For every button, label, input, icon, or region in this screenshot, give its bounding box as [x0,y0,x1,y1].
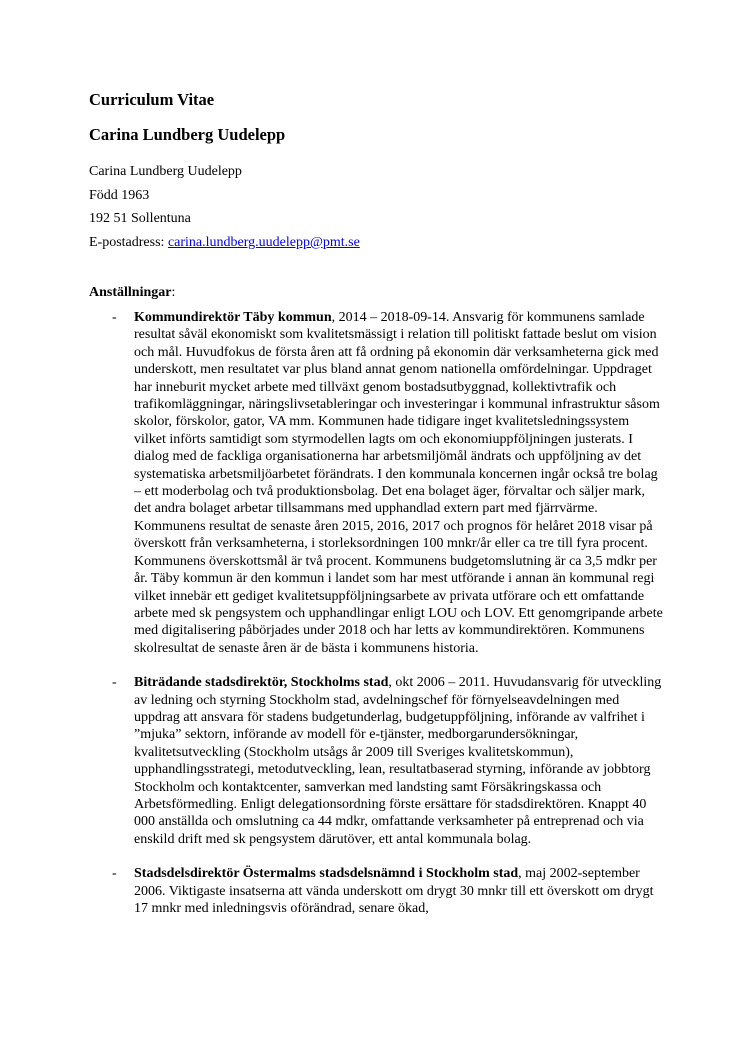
list-bullet: - [112,310,117,325]
job-title: Biträdande stadsdirektör, Stockholms stad [134,675,389,691]
list-item [0,309,746,657]
contact-block [89,160,360,255]
job-details: , okt 2006 – 2011. Huvudansvarig för utveckling av ledning och styrning Stockholm stad, avdelningschef för förnyelseavdelningen med uppdrag att ansvara för stadens budgetunderlag, budgetuppföljning, införande av valfrihet i ”mjuka” sektorn, införande av modell för e-tjänster, medborgarundersökningar, kvalitetsutveckling (Stockholm utsågs år 2009 till Sveriges kvalitetskommun), upphandlingsstrategi, metodutveckling, lean, resultatbaserad styrning, införande av jobbtorg Stockholm och kontaktcenter, samverkan med landsting samt Försäkringskassa och Arbetsförmedling. Enligt delegationsordning förste ersättare för stadsdirektören. Knappt 40 000 anställda och omslutning ca 44 mdkr, omfattande verksamheter på entreprenad och via enskild drift med sk pengsystem därutöver, ett antal kommunala bolag. [134,675,662,847]
job-details: , 2014 – 2018-09-14. Ansvarig för kommunens samlade resultat såväl ekonomiskt som kvalitetsmässigt i relation till politiskt fattade beslut om vision och mål. Huvudfokus de första åren att få ordning på ekonomin där verksamheterna gick med underskott, men resultatet var plus bland annat genom nationella omfördelningar. Uppdraget har inneburit mycket arbete med tillväxt genom bostadsutbyggnad, kollektivtrafik och trafikomläggningar, näringslivsetableringar och investeringar i kommunal infrastruktur såsom skolor, förskolor, gator, VA mm. Kommunen hade tidigare inget kvalitetsledningssystem vilket införts samtidigt som styrmodellen lagts om och ekonomiuppföljningen justerats. I dialog med de fackliga organisationerna har arbetsmiljömål ändrats och uppföljning av det systematiska arbetsmiljöarbetet förändrats. I den kommunala koncernen ingår också tre bolag – ett moderbolag och två produktionsbolag. Det ena bolaget äger, förvaltar och säljer mark, det andra bolaget arbetar tillsammans med upphandlad extern part med fjärrvärme. Kommunens resultat de senaste åren 2015, 2016, 2017 och prognos för helåret 2018 visar på överskott från verksamheterna, i storleksordningen 100 mnkr/år eller ca tre till fyra procent. Kommunens överskottsmål är två procent. Kommunens budgetomslutning är ca 3,5 mdkr per år. Täby kommun är den kommun i landet som har mest utförande i annan än kommunal regi vilket innebär ett gediget kvalitetsuppföljningsarbete av privata utförare och ett omfattande arbete med sk pengsystem och upphandlingar enligt LOU och LOV. Ett genomgripande arbete med digitalisering påbörjades under 2018 och har letts av kommundirektören. Kommunens skolresultat de senaste åren är de bästa i kommunens historia. [134,310,663,656]
job-description [134,674,664,848]
contact-born: Född 1963 [89,187,150,203]
list-item [0,865,746,917]
list-bullet: - [112,866,117,882]
list-bullet: - [112,675,117,691]
contact-email-row [89,231,360,255]
section-heading-colon: : [171,285,176,300]
list-item [0,674,746,848]
job-description [134,309,664,657]
job-title: Stadsdelsdirektör Östermalms stadsdelsnämnd i Stockholm stad [134,866,519,882]
document-title: Curriculum Vitae [89,90,215,109]
section-heading-employment [89,284,175,302]
job-description [134,865,664,917]
employment-list [0,309,746,934]
job-title: Kommundirektör Täby kommun [134,310,332,325]
section-heading-text: Anställningar [89,285,172,300]
email-label: E-postadress: [89,235,168,251]
contact-name: Carina Lundberg Uudelepp [89,164,242,179]
job-details: , maj 2002-september 2006. Viktigaste insatserna att vända underskott om drygt 30 mnkr till ett överskott om drygt 17 mnkr med inledningsvis oförändrad, senare ökad, [134,866,654,916]
name-heading: Carina Lundberg Uudelepp [89,125,286,144]
contact-address: 192 51 Sollentuna [89,211,191,227]
email-link[interactable]: carina.lundberg.uudelepp@pmt.se [167,235,360,251]
